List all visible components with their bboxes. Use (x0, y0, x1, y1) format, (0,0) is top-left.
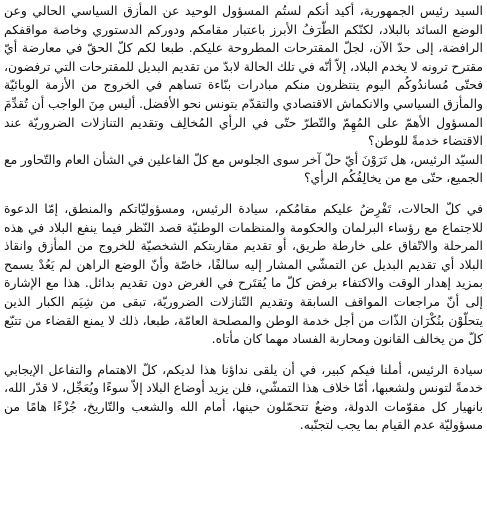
paragraph-2: السيّد الرئيس، هل تَرَوْنَ أيّ حلّ آخر سوى الجلوس مع كلّ الفاعلين في الشأن العام والتّحاور مع الجميع، حتّى مع من يخالِفُكُم الرأي؟ (4, 151, 483, 186)
paragraph-1: السيد رئيس الجمهورية، أكيد أنكم لستُم المسؤول الوحيد عن المأزق السياسي الحالي وعن الوضع السائد بالبلاد، لكنّكم الطّرَفُ الأبرز باعتبار مقامكم ودوركم الدستوري وخاصة مواقفكم الرافضة، إلى حدّ الآن، لجلّ المقترحات المطروحة عليكم. طبعا لكم كلّ الحقّ في معارضة أيّ مقترح ترونه لا يخدم البلاد، إلاّ أنّه في تلك الحالة لابدّ من تقديم البديل للمقترحات التي ترفضون، فحتّى مُساندُوكُم اليوم ينتظرون منكم مبادرات بنّاءة تساهم في الخروج من الأزمة الوبائيّة والمأزق السياسي والانكماش الاقتصادي والتقدّم بتونس نحو الأفضل. أليس مِنَ الواجب أن تُقدِّمَ المسؤول الأهمّ على المُهِمّ والتّطرّ حتّى في الرأي المُخالِف وتقديم التنازلات الضروريّة عند الاقتضاء خدمةً للوطن؟ (4, 3, 483, 149)
paragraph-3: في كلّ الحالات، تَفْرِضُ عليكم مقامُكم، سيادة الرئيس، ومسؤوليّاتكم والمنطق، إمّا الدعوة للاجتماع مع رؤساء البرلمان والحكومة والمنظمات الوطنيّة قصد النّظر فيما ينفع البلاد في هذه المرحلة والاتّفاق على خارطة طريق، أو تقديم مقاربتكم الشخصيّة للخروج من المأزق وانقاذ البلاد أي تقديم البديل عن التمشّي المشار إليه سالفًا، خاصّة وأنّ الوضع الراهن لم يَعُدْ يسمح بمزيد إهدار الوقت والاكتفاء برفض كلّ ما يُقتَرح في الغرض دون تقديم بدائل. هذا مع الإشارة إلى أنّ مراجعات المواقف السابقة وتقديم التّنازلات الضروريّة، تبقى من شِيَم الكبار الذين يتحلّوْن بنُكْرَان الذّات من أجل خدمة الوطن والمصلحة العامّة، طبعا، ذلك لا يمنع القضاء من تتبّع كلّ من يخالف القانون ومحاربة الفساد مهما كان مأتاه. (4, 200, 483, 347)
paragraph-spacer (4, 349, 483, 361)
paragraph-spacer (4, 188, 483, 200)
paragraph-4: سيادة الرئيس، أملنا فيكم كبير، في أن يلقى نداؤنا هذا لديكم، كلّ الاهتمام والتفاعل الإيجابي خدمةً لتونس ولشعبها، أمّا خلاف هذا التمشّي، فلن يزيد أوضاع البلاد إلاّ سوءًا ويُعَجِّل، لا قدّر الله، بانهيار كل مقوّمات الدولة، وضعٌ تتحمّلون حينها، أمام الله والشعب والتّاريخ، جُزْءًا هامًا من مسؤوليّة عدم القيام بما يجب لتجنّبه. (4, 361, 483, 433)
